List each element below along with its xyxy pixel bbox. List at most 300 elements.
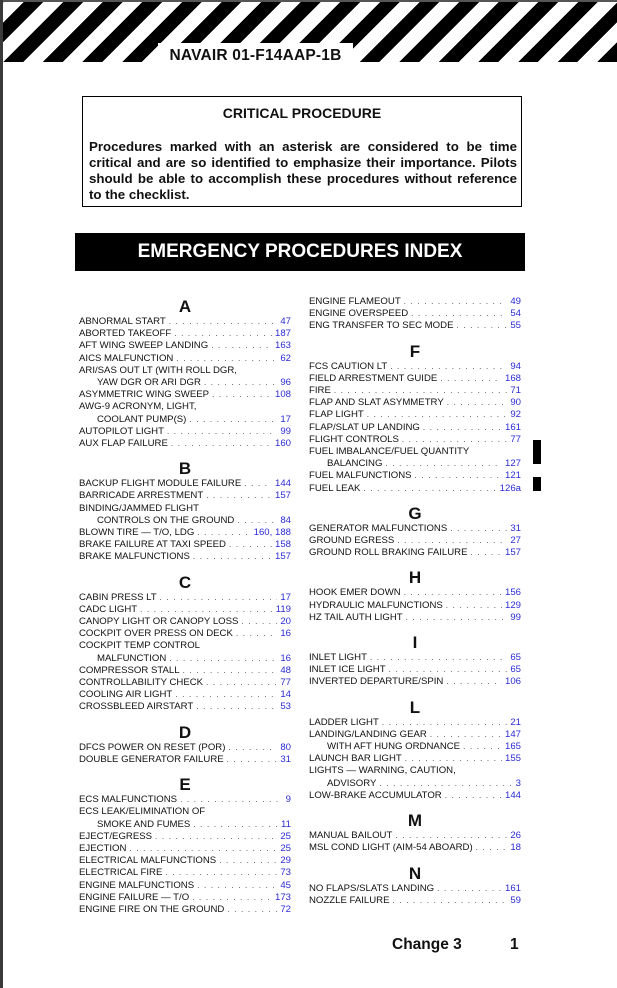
index-entry-label: CABIN PRESS LT: [79, 591, 157, 603]
index-entry[interactable]: [309, 842, 521, 854]
index-entry-label: AICS MALFUNCTION: [79, 352, 174, 364]
index-entry-label: BARRICADE ARRESTMENT: [79, 490, 204, 502]
index-entry-label: ELECTRICAL MALFUNCTIONS: [79, 855, 217, 867]
page-link[interactable]: 165: [504, 741, 521, 753]
section-letter-a: A: [178, 297, 192, 316]
page-link[interactable]: 156: [504, 587, 521, 599]
index-entry[interactable]: [79, 831, 291, 843]
index-entry[interactable]: [309, 652, 521, 664]
page-link[interactable]: 80: [280, 741, 291, 753]
index-entry[interactable]: [79, 490, 291, 502]
page-number: 1: [510, 936, 519, 953]
dot-leader: [169, 653, 277, 665]
index-entry-label: COMPRESSOR STALL: [79, 664, 180, 676]
dot-leader: [404, 296, 508, 308]
page-link[interactable]: 163: [274, 340, 291, 352]
index-entry-label: EJECT/EGRESS: [79, 830, 153, 842]
dot-leader: [219, 855, 277, 867]
page-link[interactable]: 155: [504, 753, 521, 765]
index-entry-label: FLAP LIGHT: [309, 409, 364, 421]
index-entry[interactable]: [79, 867, 291, 879]
page-link[interactable]: 96: [280, 377, 291, 389]
dot-leader: [382, 717, 507, 729]
dot-leader: [129, 843, 277, 855]
index-entry[interactable]: [309, 397, 521, 409]
index-entry-label: GROUND EGRESS: [309, 535, 395, 547]
dot-leader: [476, 842, 508, 854]
dot-leader: [411, 308, 507, 320]
section-letter-e: E: [179, 775, 191, 795]
section-gap: [309, 689, 521, 697]
page-link[interactable]: 161: [504, 882, 521, 894]
page-link[interactable]: 54: [510, 308, 521, 320]
index-entry[interactable]: [79, 539, 291, 551]
dot-leader: [229, 539, 272, 551]
page-link[interactable]: 144: [504, 789, 521, 801]
index-entry-label-cont: YAW DGR OR ARI DGR: [97, 377, 201, 389]
dot-leader: [445, 790, 502, 802]
page-link[interactable]: 157: [504, 547, 521, 559]
page-link[interactable]: 106: [504, 676, 521, 688]
index-entry-label: FLAP/SLAT UP LANDING: [309, 421, 420, 433]
dot-leader: [385, 458, 502, 470]
dot-leader: [237, 515, 277, 527]
page-link[interactable]: 53: [280, 701, 291, 713]
page-link[interactable]: 147: [504, 728, 521, 740]
index-entry-label: CANOPY LIGHT OR CANOPY LOSS: [79, 616, 239, 628]
page-link[interactable]: 18: [510, 842, 521, 854]
page-link[interactable]: 17: [280, 413, 291, 425]
page-link[interactable]: 108: [274, 389, 291, 401]
index-entry-label: INVERTED DEPARTURE/SPIN: [309, 676, 444, 688]
index-entry[interactable]: [79, 527, 291, 539]
index-entry-label[interactable]: ECS LEAK/ELIMINATION OF: [79, 806, 206, 818]
section-gap: [79, 564, 291, 572]
page-link[interactable]: 187: [274, 328, 291, 340]
dot-leader: [160, 592, 278, 604]
section-letter-m: M: [407, 811, 423, 831]
index-entry[interactable]: [79, 843, 291, 855]
dot-leader: [437, 883, 502, 895]
index-entry[interactable]: [309, 483, 521, 495]
page-link[interactable]: 160, 188: [253, 527, 291, 539]
index-entry-label-cont: BALANCING: [327, 458, 383, 470]
dot-leader: [180, 794, 283, 806]
dot-leader: [334, 385, 507, 397]
index-entry-label: FIRE: [309, 385, 331, 397]
index-entry[interactable]: [79, 701, 291, 713]
dot-leader: [211, 340, 272, 352]
page-link[interactable]: 119: [275, 603, 291, 615]
index-entry-label: AUX FLAP FAILURE: [79, 438, 168, 450]
dot-leader: [471, 547, 502, 559]
index-entry[interactable]: [79, 794, 291, 806]
index-entry[interactable]: [79, 855, 291, 867]
dot-leader: [236, 628, 277, 640]
dot-leader: [227, 904, 277, 916]
critical-procedure-title: CRITICAL PROCEDURE: [222, 105, 382, 121]
index-entry-label: LANDING/LANDING GEAR: [309, 728, 427, 740]
page-link[interactable]: 84: [280, 514, 291, 526]
index-entry-label: BRAKE FAILURE AT TAXI SPEED: [79, 539, 226, 551]
index-entry[interactable]: [309, 535, 521, 547]
index-entry-label: EJECTION: [79, 842, 127, 854]
dot-leader: [197, 527, 250, 539]
index-entry[interactable]: [309, 600, 521, 612]
dot-leader: [450, 523, 507, 535]
index-entry-label-cont: MALFUNCTION: [97, 652, 167, 664]
index-entry-label: LAUNCH BAR LIGHT: [309, 753, 402, 765]
index-entry[interactable]: [309, 717, 521, 729]
index-entry-label: FLAP AND SLAT ASYMMETRY: [309, 397, 444, 409]
dot-leader: [447, 397, 508, 409]
index-entry-label-cont: ADVISORY: [327, 777, 377, 789]
page-link[interactable]: 99: [280, 425, 291, 437]
index-entry-label: BRAKE MALFUNCTIONS: [79, 551, 190, 563]
dot-leader: [241, 616, 277, 628]
index-entry-label: ENGINE FLAMEOUT: [309, 296, 401, 307]
index-entry-label: DFCS POWER ON RESET (POR): [79, 741, 226, 753]
dot-leader: [206, 677, 277, 689]
index-entry[interactable]: [79, 551, 291, 563]
section-gap: [79, 450, 291, 458]
page-link[interactable]: 55: [510, 320, 521, 332]
index-entry-label: AFT WING SWEEP LANDING: [79, 340, 209, 352]
dot-leader: [446, 600, 502, 612]
index-entry-label: DOUBLE GENERATOR FAILURE: [79, 753, 224, 765]
dot-leader: [244, 478, 272, 490]
index-entry-label: GENERATOR MALFUNCTIONS: [309, 522, 448, 534]
dot-leader: [227, 754, 278, 766]
index-entry[interactable]: [309, 790, 521, 802]
dot-leader: [228, 742, 277, 754]
dot-leader: [167, 426, 277, 438]
index-entry[interactable]: [79, 904, 291, 916]
index-entry[interactable]: [309, 676, 521, 688]
index-entry-label: AUTOPILOT LIGHT: [79, 425, 164, 437]
index-entry[interactable]: [79, 628, 291, 640]
index-entry[interactable]: [309, 547, 521, 559]
section-letter-b: B: [178, 459, 192, 479]
section-letter-l: L: [409, 697, 421, 717]
page-link[interactable]: 173: [274, 891, 291, 903]
page-link[interactable]: 126a: [499, 482, 521, 494]
page-link[interactable]: 31: [510, 522, 521, 534]
change-bar: [533, 477, 541, 491]
index-entry[interactable]: [79, 515, 291, 527]
index-entry-label: CADC LIGHT: [79, 603, 138, 615]
page-link[interactable]: 45: [280, 879, 291, 891]
index-entry-label[interactable]: AWG-9 ACRONYM, LIGHT,: [79, 401, 197, 413]
page-link[interactable]: 25: [280, 842, 291, 854]
index-entry[interactable]: [79, 414, 291, 426]
page-link[interactable]: 16: [280, 652, 291, 664]
dot-leader: [193, 551, 272, 563]
page-link[interactable]: 62: [280, 352, 291, 364]
page-link[interactable]: 11: [281, 818, 291, 830]
page-link[interactable]: 21: [510, 716, 521, 728]
change-bar: [533, 440, 541, 464]
dot-leader: [446, 676, 502, 688]
page-link[interactable]: 59: [510, 894, 521, 906]
index-entry-label[interactable]: FUEL IMBALANCE/FUEL QUANTITY: [309, 446, 470, 458]
index-entry-label: ECS MALFUNCTIONS: [79, 794, 178, 806]
index-entry[interactable]: [309, 883, 521, 895]
dot-leader: [363, 483, 496, 495]
index-column-left: [79, 296, 291, 916]
dot-leader: [463, 741, 502, 753]
index-entry[interactable]: [309, 308, 521, 320]
index-entry[interactable]: [79, 377, 291, 389]
index-entry-label: BLOWN TIRE — T/O, LDG: [79, 527, 195, 539]
dot-leader: [395, 830, 507, 842]
index-entry-label: WITH AFT HUNG ORDNANCE: [327, 741, 461, 753]
index-entry[interactable]: [309, 729, 521, 741]
dot-leader: [183, 665, 278, 677]
index-entry-label: FUEL LEAK: [309, 482, 361, 494]
section-gap: [309, 802, 521, 810]
index-entry[interactable]: [79, 892, 291, 904]
index-entry-label-cont: SMOKE AND FUMES: [97, 818, 191, 830]
index-entry-label: ENGINE OVERSPEED: [309, 308, 409, 320]
page-link[interactable]: 49: [510, 296, 521, 307]
index-entry[interactable]: [79, 754, 291, 766]
index-entry-label: ABORTED TAKEOFF: [79, 328, 172, 340]
index-entry[interactable]: [79, 426, 291, 438]
index-entry-label: GROUND ROLL BRAKING FAILURE: [309, 547, 468, 559]
section-letter-h: H: [408, 568, 422, 588]
page-link[interactable]: 144: [274, 478, 291, 490]
dot-leader: [169, 316, 278, 328]
index-entry[interactable]: [309, 320, 521, 332]
index-entry[interactable]: [79, 742, 291, 754]
index-entry-label: INLET LIGHT: [309, 652, 367, 664]
page-link[interactable]: 9: [285, 794, 291, 806]
dot-leader: [204, 377, 277, 389]
index-entry-label[interactable]: LIGHTS — WARNING, CAUTION,: [309, 765, 456, 777]
index-entry[interactable]: [309, 385, 521, 397]
index-entry-label: HOOK EMER DOWN: [309, 587, 401, 599]
section-gap: [309, 855, 521, 863]
page-link[interactable]: 99: [510, 611, 521, 623]
index-entry-label: INLET ICE LIGHT: [309, 664, 386, 676]
index-entry[interactable]: [79, 653, 291, 665]
page-link[interactable]: 161: [504, 421, 521, 433]
page-link[interactable]: 77: [280, 677, 291, 689]
page-link[interactable]: 65: [510, 652, 521, 664]
index-entry[interactable]: [309, 422, 521, 434]
index-entry[interactable]: [79, 677, 291, 689]
critical-procedure-box: [82, 96, 522, 207]
index-entry-label: ENGINE FAILURE — T/O: [79, 891, 190, 903]
index-entry-label: ELECTRICAL FIRE: [79, 867, 163, 879]
section-letter-c: C: [178, 572, 192, 592]
index-entry[interactable]: [309, 612, 521, 624]
page-link[interactable]: 168: [504, 372, 521, 384]
index-entry-label: LADDER LIGHT: [309, 716, 379, 728]
page-link[interactable]: 20: [280, 616, 291, 628]
page-link[interactable]: 92: [510, 409, 521, 421]
index-entry[interactable]: [309, 753, 521, 765]
page-link[interactable]: 17: [280, 591, 291, 603]
index-entry-label: MANUAL BAILOUT: [309, 830, 393, 842]
page-link[interactable]: 47: [280, 316, 291, 327]
index-entry[interactable]: [79, 604, 291, 616]
index-entry[interactable]: [309, 470, 521, 482]
page-link[interactable]: 94: [510, 360, 521, 372]
index-entry-label-cont: COOLANT PUMP(S): [97, 413, 187, 425]
index-entry[interactable]: [79, 665, 291, 677]
dot-leader: [189, 414, 277, 426]
section-gap: [309, 495, 521, 503]
index-entry-label-cont: CONTROLS ON THE GROUND: [97, 514, 235, 526]
index-entry[interactable]: [309, 895, 521, 907]
page-link[interactable]: 27: [510, 535, 521, 547]
page-link[interactable]: 121: [504, 470, 521, 482]
index-entry[interactable]: [79, 353, 291, 365]
page-link[interactable]: 65: [510, 664, 521, 676]
index-entry-label: CROSSBLEED AIRSTART: [79, 701, 194, 713]
dot-leader: [175, 689, 277, 701]
index-entry[interactable]: [79, 478, 291, 490]
index-entry[interactable]: [79, 689, 291, 701]
dot-leader: [197, 880, 277, 892]
dot-leader: [415, 470, 502, 482]
index-entry-label: MSL COND LIGHT (AIM-54 ABOARD): [309, 842, 473, 854]
index-entry-label: NOZZLE FAILURE: [309, 894, 390, 906]
critical-procedure-text: Procedures marked with an asterisk are considered to be time critical and are so identified to emphasize their importance. Pilots should be able to accomplish these procedures without reference to the checklist.: [89, 139, 517, 202]
page-link[interactable]: 157: [274, 490, 291, 502]
dot-leader: [404, 587, 502, 599]
index-entry-label[interactable]: COCKPIT TEMP CONTROL: [79, 640, 201, 652]
dot-leader: [397, 535, 507, 547]
index-entry-label: NO FLAPS/SLATS LANDING: [309, 882, 435, 894]
section-letter-i: I: [412, 633, 418, 653]
document-id: NAVAIR 01-F14AAP-1B: [158, 43, 353, 65]
page-link[interactable]: 157: [274, 551, 291, 563]
dot-leader: [174, 328, 272, 340]
index-entry[interactable]: [309, 458, 521, 470]
index-entry[interactable]: [309, 296, 521, 308]
index-entry-label: ABNORMAL START: [79, 316, 166, 327]
dot-leader: [393, 895, 508, 907]
index-entry[interactable]: [79, 389, 291, 401]
index-entry[interactable]: [79, 880, 291, 892]
dot-leader: [456, 320, 507, 332]
index-entry-label: LOW-BRAKE ACCUMULATOR: [309, 789, 442, 801]
dot-leader: [196, 701, 277, 713]
dot-leader: [389, 664, 508, 676]
page-left-border: [0, 0, 3, 988]
section-gap: [309, 624, 521, 632]
index-entry-label: ASYMMETRIC WING SWEEP: [79, 389, 210, 401]
index-entry[interactable]: [309, 361, 521, 373]
index-entry-label: FLIGHT CONTROLS: [309, 433, 399, 445]
section-letter-f: F: [409, 341, 421, 361]
dot-leader: [430, 729, 502, 741]
dot-leader: [140, 604, 273, 616]
index-entry[interactable]: [309, 778, 521, 790]
index-entry[interactable]: [79, 592, 291, 604]
index-entry-label[interactable]: BINDING/JAMMED FLIGHT: [79, 502, 199, 514]
index-entry-label: ENGINE MALFUNCTIONS: [79, 879, 195, 891]
page-link[interactable]: 72: [280, 903, 291, 915]
page-link[interactable]: 48: [280, 664, 291, 676]
section-gap: [309, 333, 521, 341]
change-number: Change 3: [392, 936, 462, 953]
dot-leader: [405, 753, 502, 765]
page-link[interactable]: 3: [515, 777, 521, 789]
index-entry[interactable]: [79, 328, 291, 340]
index-entry-label: ENGINE FIRE ON THE GROUND: [79, 903, 225, 915]
dot-leader: [192, 892, 272, 904]
section-letter-d: D: [178, 722, 192, 742]
index-entry[interactable]: [309, 409, 521, 421]
page-link[interactable]: 16: [280, 628, 291, 640]
dot-leader: [165, 867, 277, 879]
page-link[interactable]: 158: [274, 539, 291, 551]
index-entry[interactable]: [309, 523, 521, 535]
dot-leader: [406, 612, 508, 624]
dot-leader: [370, 652, 507, 664]
index-entry-label: FCS CAUTION LT: [309, 360, 388, 372]
index-entry[interactable]: [79, 316, 291, 328]
page-link[interactable]: 77: [510, 433, 521, 445]
dot-leader: [176, 353, 277, 365]
index-entry-label: COOLING AIR LIGHT: [79, 689, 173, 701]
page-link[interactable]: 31: [280, 753, 291, 765]
index-entry[interactable]: [79, 616, 291, 628]
index-entry[interactable]: [79, 438, 291, 450]
page-link[interactable]: 160: [274, 438, 291, 450]
index-entry[interactable]: [79, 819, 291, 831]
section-gap: [79, 714, 291, 722]
page-link[interactable]: 26: [510, 830, 521, 842]
index-entry-label: BACKUP FLIGHT MODULE FAILURE: [79, 478, 242, 490]
dot-leader: [193, 819, 278, 831]
dot-leader: [423, 422, 502, 434]
page-link[interactable]: 14: [280, 689, 291, 701]
page-link[interactable]: 129: [504, 599, 521, 611]
index-entry-label[interactable]: ARI/SAS OUT LT (WITH ROLL DGR,: [79, 364, 237, 376]
section-gap: [309, 559, 521, 567]
index-entry[interactable]: [309, 741, 521, 753]
page-link[interactable]: 73: [280, 867, 291, 879]
index-entry-label: HZ TAIL AUTH LIGHT: [309, 611, 403, 623]
dot-leader: [155, 831, 277, 843]
page-link[interactable]: 29: [280, 855, 291, 867]
index-title-banner: EMERGENCY PROCEDURES INDEX: [75, 233, 525, 271]
index-entry[interactable]: [309, 664, 521, 676]
index-entry[interactable]: [79, 340, 291, 352]
index-entry[interactable]: [309, 830, 521, 842]
index-entry[interactable]: [309, 434, 521, 446]
page-link[interactable]: 127: [504, 458, 521, 470]
dot-leader: [171, 438, 272, 450]
page-link[interactable]: 25: [280, 830, 291, 842]
dot-leader: [440, 373, 502, 385]
index-entry[interactable]: [309, 373, 521, 385]
page-link[interactable]: 90: [510, 397, 521, 409]
index-entry-label: ENG TRANSFER TO SEC MODE: [309, 320, 454, 332]
dot-leader: [379, 778, 512, 790]
index-column-right: [309, 296, 521, 907]
dot-leader: [212, 389, 272, 401]
index-entry[interactable]: [309, 587, 521, 599]
index-entry-label: HYDRAULIC MALFUNCTIONS: [309, 599, 443, 611]
page-link[interactable]: 71: [510, 385, 521, 397]
index-entry-label: CONTROLLABILITY CHECK: [79, 677, 204, 689]
